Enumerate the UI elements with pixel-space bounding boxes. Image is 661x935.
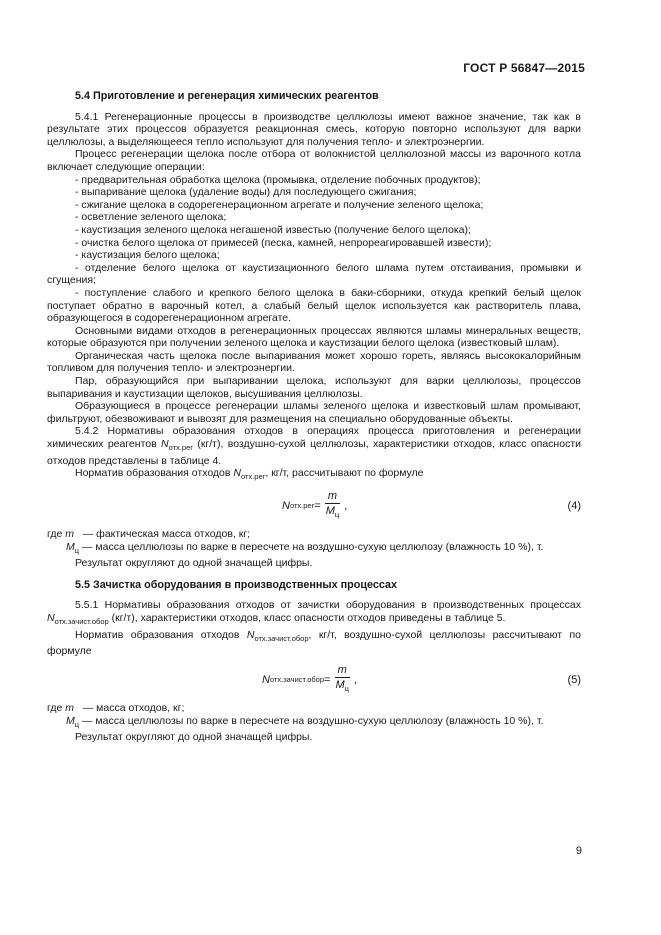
section-5-5-title: 5.5 Зачистка оборудования в производственных процессах <box>75 578 398 591</box>
formula-5 <box>47 662 581 698</box>
formula-legend: где m — масса отходов, кг; <box>47 702 185 715</box>
formula-expression: N отх.рег = $\frac{m}{M_ц}$ , <box>282 490 348 520</box>
formula-number: (5) <box>567 674 581 687</box>
rounding-note: Результат округляют до одной значащей цифры. <box>75 557 313 570</box>
page-number: 9 <box>575 845 582 857</box>
list-item: - поступление слабого и крепкого белого щелока в баки-сборники, откуда крепкий белый щелок поступает обратно в варочный котел, а слабый белый щелок используется как растворитель плава, образующегося в содорегенерационном агрегате. <box>47 286 581 325</box>
formula-expression: N отх.зачист.обор = $\frac{m}{M_ц}$ , <box>262 664 357 694</box>
paragraph-5-5-1: 5.5.1 Нормативы образования отходов от зачистки оборудования в производственных процессах $N_{отх.зачист.обор}$ (кг/т), характеристики отходов, класс опасности отходов приведены в таблице 5. <box>47 599 581 627</box>
formula-number: (4) <box>567 500 581 512</box>
paragraph: Образующиеся в процессе регенерации шламы зеленого щелока и известковый шлам промывают, фильтруют, обезвоживают и вывозят для размещения на специально оборудованные объекты. <box>47 400 581 425</box>
formula-4 <box>47 488 581 524</box>
paragraph: Процесс регенерации щелока после отбора от волокнистой целлюлозной массы из варочного котла включает следующие операции: <box>47 148 581 173</box>
paragraph: 5.4.1 Регенерационные процессы в производстве целлюлозы имеют важное значение, так как в результате этих процессов образуется реакционная смесь, которую повторно используют для варки целлюлозы, а выделяющееся тепло используют для получения тепло- и электроэнергии. <box>47 110 581 148</box>
list-item: - отделение белого щелока от каустизационного белого шлама путем отстаивания, промывки и сгущения; <box>47 261 581 287</box>
rounding-note: Результат округляют до одной значащей цифры. <box>75 731 313 744</box>
formula-legend: $M_ц$ — масса целлюлозы по варке в пересчете на воздушно-сухую целлюлозу (влажность 10 %), т. <box>66 714 544 729</box>
list-item: - осветление зеленого щелока; <box>75 211 227 224</box>
paragraph: Норматив образования отходов $N_{отх.зачист.обор}$, кг/т, воздушно-сухой целлюлозы рассчитывают по формуле <box>47 628 581 658</box>
list-item: - сжигание щелока в содорегенерационном агрегате и получение зеленого щелока; <box>75 198 484 211</box>
paragraph: Пар, образующийся при выпаривании щелока, используют для варки целлюлозы, процессов выпаривания и каустизации щелоков, высушивания целлюлозы. <box>47 375 581 400</box>
paragraph: Основными видами отходов в регенерационных процессах являются шламы минеральных веществ, которые образуются при получении зеленого щелока и каустизации белого щелока (известковый шлам). <box>47 324 581 350</box>
list-item: - каустизация белого щелока; <box>75 249 220 262</box>
list-item: - очистка белого щелока от примесей (песка, камней, непрореагировавшей извести); <box>75 236 492 249</box>
document-code: ГОСТ Р 56847—2015 <box>463 61 585 75</box>
list-item: - выпаривание щелока (удаление воды) для последующего сжигания; <box>75 186 417 199</box>
formula-legend: где m — фактическая масса отходов, кг; <box>47 528 251 540</box>
list-item: - каустизация зеленого щелока негашеной известью (получение белого щелока); <box>75 223 471 236</box>
paragraph-5-4-2: 5.4.2 Нормативы образования отходов в операциях процесса приготовления и регенерации химических реагентов $N_{отх.рег}$ (кг/т), воздушно-сухой целлюлозы, характеристики отходов, класс опасности отходов представлены в таблице 4. <box>47 425 581 467</box>
paragraph: Органическая часть щелока после выпаривания может хорошо гореть, являясь высококалорийным топливом для получения тепло- и электроэнергии. <box>47 349 581 375</box>
formula-legend: $M_ц$ — масса целлюлозы по варке в пересчете на воздушно-сухую целлюлозу (влажность 10 %), т. <box>66 540 544 555</box>
section-5-4-title: 5.4 Приготовление и регенерация химических реагентов <box>75 90 379 102</box>
paragraph: Норматив образования отходов $N_{отх.рег}$, кг/т, рассчитывают по формуле <box>75 467 424 482</box>
list-item: - предварительная обработка щелока (промывка, отделение побочных продуктов); <box>75 173 481 186</box>
page-content <box>47 90 581 744</box>
operations-list <box>47 174 581 325</box>
